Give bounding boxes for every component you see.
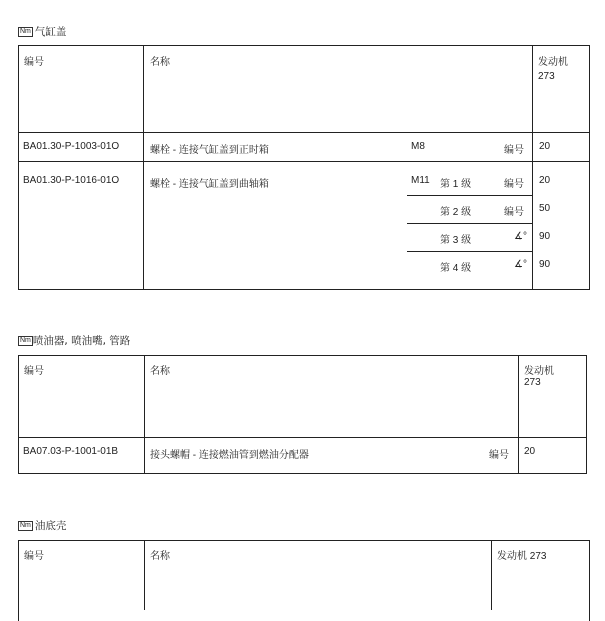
- step-label: 第 3 级: [440, 235, 472, 246]
- torque-nm-icon: Nm: [20, 27, 31, 35]
- row-unit: 编号: [504, 145, 524, 156]
- torque-table-cylinder-head: [18, 45, 590, 290]
- step-label: 第 4 级: [440, 263, 472, 274]
- header-name: 名称: [150, 57, 170, 68]
- header-engine: 发动机: [524, 366, 554, 377]
- row-size: M11: [411, 175, 430, 186]
- section-title-text: 油底壳: [34, 520, 67, 532]
- row-unit: 编号: [489, 450, 509, 461]
- section-title-injectors: [18, 333, 130, 348]
- header-name: 名称: [150, 366, 170, 377]
- section-title-text: 喷油器, 喷油嘴, 管路: [32, 335, 131, 347]
- header-name: 名称: [150, 551, 170, 562]
- row-code: BA01.30-P-1003-01O: [23, 141, 120, 152]
- row-name: 螺栓 - 连接气缸盖到曲轴箱: [150, 179, 269, 190]
- torque-nm-icon: Nm: [20, 521, 31, 529]
- header-engine: 发动机 273: [497, 551, 547, 562]
- step-value: 90: [539, 259, 551, 270]
- row-code: BA01.30-P-1016-01O: [23, 175, 120, 186]
- step-unit: 编号: [504, 179, 524, 190]
- header-code: 编号: [24, 57, 44, 68]
- section-title-text: 气缸盖: [34, 26, 67, 38]
- header-code: 编号: [24, 366, 44, 377]
- step-label: 第 2 级: [440, 207, 472, 218]
- angle-icon: ∡°: [514, 231, 527, 242]
- row-name: 螺栓 - 连接气缸盖到正时箱: [150, 145, 269, 156]
- section-title-cylinder-head: [18, 24, 66, 39]
- row-size: M8: [411, 141, 425, 152]
- header-engine-number: 273: [538, 71, 555, 82]
- torque-nm-icon: Nm: [20, 336, 31, 344]
- header-engine-number: 273: [524, 377, 541, 388]
- step-unit: 编号: [504, 207, 524, 218]
- section-title-oil-pan: [18, 518, 66, 533]
- step-value: 50: [539, 203, 551, 214]
- header-engine: 发动机: [538, 57, 568, 68]
- row-code: BA07.03-P-1001-01B: [23, 446, 119, 457]
- row-name: 接头螺帽 - 连接燃油管到燃油分配器: [150, 450, 309, 461]
- header-code: 编号: [24, 551, 44, 562]
- row-value: 20: [539, 141, 551, 152]
- step-value: 90: [539, 231, 551, 242]
- row-value: 20: [524, 446, 536, 457]
- angle-icon: ∡°: [514, 259, 527, 270]
- step-label: 第 1 级: [440, 179, 472, 190]
- step-value: 20: [539, 175, 551, 186]
